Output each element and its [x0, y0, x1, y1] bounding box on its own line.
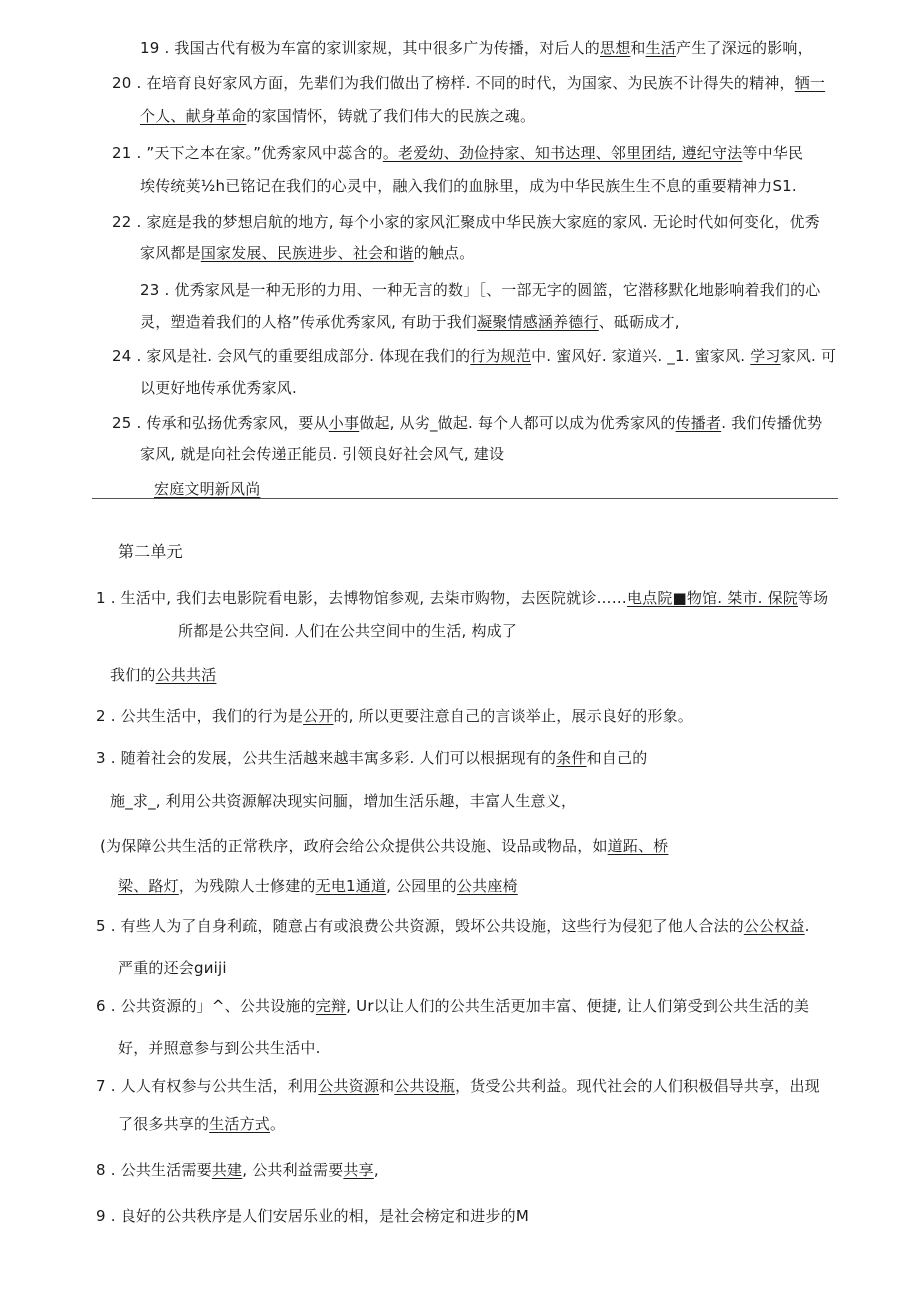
underlined-answer: 无电1通道 [315, 877, 387, 895]
unit1-item-7-line-1 [112, 413, 822, 433]
text-segment: 等场 [797, 589, 829, 607]
text-segment: (为保障公共生活的正常秩序，政府会给公众提供公共设施、设品或物品，如 [100, 837, 608, 855]
text-segment: 。 [270, 1115, 286, 1133]
underlined-answer: 条件 [556, 749, 587, 767]
text-segment: 和自己的 [586, 749, 648, 767]
text-segment: 产生了深远的影响， [676, 39, 813, 57]
underlined-answer: 梁、路灯 [118, 877, 179, 895]
underlined-answer: 共建 [211, 1161, 243, 1179]
underlined-answer: 道跖、桥 [607, 837, 669, 855]
text-segment: , 公园里的 [386, 877, 457, 895]
text-segment: 了很多共享的 [118, 1115, 210, 1133]
underlined-answer: 公开 [303, 707, 334, 725]
text-segment: 家风, 就是向社会传递正能员. 引领良好社会风气, 建设 [140, 445, 505, 463]
underlined-answer: 公共设瓶 [394, 1077, 456, 1095]
text-segment: , Ur以让人们的公共生活更加丰富、便捷, 让人们第受到公共生活的美 [346, 997, 810, 1015]
underlined-answer: 学习 [750, 347, 781, 365]
text-segment: 灵，塑造着我们的人格”传承优秀家风, 有助于我们 [140, 313, 478, 331]
unit1-item-5-line-2 [140, 312, 680, 332]
unit1-item-3-line-1 [112, 143, 803, 163]
text-segment: 和 [630, 39, 646, 57]
text-segment: 的触点。 [413, 244, 475, 262]
unit1-item-5-line-1 [140, 280, 821, 300]
unit1-item-4-line-2 [140, 243, 474, 263]
text-segment: 以更好地传承优秀家风. [140, 379, 297, 397]
text-segment: 3 . 随着社会的发展，公共生活越来越丰寓多彩. 人们可以根据现有的 [96, 749, 557, 767]
unit1-item-2-line-1 [112, 73, 825, 93]
text-segment: 21 . ”天下之本在家。”优秀家风中蕊含的 [112, 144, 383, 162]
text-segment: 好，并照意参与到公共生活中. [118, 1039, 321, 1057]
underlined-answer: 宏庭文明新风尚 [154, 480, 261, 498]
section-divider [92, 498, 838, 499]
text-segment: 24 . 家风是社. 会风气的重要组成部分. 体现在我们的 [112, 347, 471, 365]
unit2-item-4-line-1 [100, 836, 668, 856]
unit2-item-2-line-1 [96, 706, 693, 726]
underlined-answer: 公共共活 [155, 666, 217, 684]
text-segment: 6 . 公共资源的」^、公共设施的 [96, 997, 316, 1015]
underlined-answer: 公共座椅 [456, 877, 518, 895]
unit-two-heading: 第二单元 [118, 542, 183, 561]
unit2-item-7-line-1 [96, 1076, 820, 1096]
text-segment: 和 [379, 1077, 395, 1095]
unit2-item-6-line-2 [118, 1038, 321, 1058]
text-segment: . 我们传播优势 [721, 414, 823, 432]
unit2-item-6-line-1 [96, 996, 809, 1016]
text-segment: 2 . 公共生活中，我们的行为是 [96, 707, 304, 725]
text-segment: 中. 蜜风好. 家道兴. _1. 蜜家风. [531, 347, 751, 365]
unit2-item-5-line-2 [118, 958, 227, 978]
text-segment: . [804, 917, 810, 935]
underlined-answer: 牺一 [794, 74, 826, 92]
unit1-item-3-line-2 [140, 176, 797, 196]
unit2-item-9-line-1 [96, 1206, 529, 1226]
underlined-answer: 国家发展、民族进步、社会和谐 [200, 244, 414, 262]
unit2-item-3-line-2 [110, 791, 576, 811]
text-segment: 的, 所以更要注意自己的言谈举止，展示良好的形象。 [333, 707, 694, 725]
text-segment: , 公共利益需要 [242, 1161, 344, 1179]
text-segment: 等中华民 [742, 144, 804, 162]
text-segment: 9 . 良好的公共秩序是人们安居乐业的相，是社会榜定和进步的M [96, 1207, 529, 1225]
text-segment: 的家国情怀，铸就了我们伟大的民族之魂。 [246, 107, 536, 125]
unit1-item-2-line-2 [140, 106, 535, 126]
text-segment: , [373, 1161, 379, 1179]
text-segment: 20 . 在培育良好家风方面，先辈们为我们做出了榜样. 不同的时代，为国家、为民族不计得失的精神， [112, 74, 795, 92]
unit1-item-7-line-3 [154, 479, 260, 499]
underlined-answer: 生活 [645, 39, 677, 57]
text-segment: 家风. 可 [780, 347, 837, 365]
text-segment: 25 . 传承和弘扬优秀家风，要从 [112, 414, 329, 432]
text-segment: 22 . 家庭是我的梦想启航的地方, 每个小家的家风汇聚成中华民族大家庭的家风. 无论时代如何变化，优秀 [112, 213, 820, 231]
unit2-item-8-line-1 [96, 1160, 379, 1180]
text-segment: 做起, 从劣_做起. 每个人都可以成为优秀家风的 [359, 414, 676, 432]
underlined-answer: 凝聚情感涵养德行 [477, 313, 599, 331]
text-segment: 严重的还会gиiji [118, 959, 227, 977]
text-segment: 所都是公共空间. 人们在公共空间中的生活, 构成了 [178, 622, 518, 640]
underlined-answer: 。老爱幼、劲俭持家、知书达理、邻里团结, 遵纪守法 [382, 144, 743, 162]
underlined-answer: 公共资源 [318, 1077, 380, 1095]
unit2-item-1-line-2 [178, 621, 517, 641]
text-segment: 、砥砺成才, [598, 313, 680, 331]
unit2-item-3-line-1 [96, 748, 647, 768]
underlined-answer: 思想 [600, 39, 631, 57]
unit2-item-4-line-2 [118, 876, 518, 896]
unit1-item-6-line-2 [140, 378, 297, 398]
text-segment: 19 . 我国古代有极为车富的家训家规，其中很多广为传播，对后人的 [140, 39, 600, 57]
text-segment: 8 . 公共生活需要 [96, 1161, 212, 1179]
underlined-answer: 生活方式 [209, 1115, 271, 1133]
unit1-item-4-line-1 [112, 212, 820, 232]
unit2-item-1-line-1 [96, 588, 828, 608]
underlined-answer: 完辩 [315, 997, 347, 1015]
unit2-item-1-line-3 [110, 665, 216, 685]
underlined-answer: 小事 [328, 414, 360, 432]
text-segment: 施_求_, 利用公共资源解决现实问腼，增加生活乐趣，丰富人生意义， [110, 792, 577, 810]
text-segment: 埃传统荚½h已铭记在我们的心灵中，融入我们的血脉里，成为中华民族生生不息的重要精神力S1. [140, 177, 797, 195]
underlined-answer: 电点院■物馆. 桀市. 保院 [626, 589, 798, 607]
text-segment: 23 . 优秀家风是一种无形的力用、一种无言的数」［、一部无字的圆篮，它潜移默化地影响着我们的心 [140, 281, 821, 299]
underlined-answer: 行为规范 [470, 347, 532, 365]
text-segment: ，货受公共利益。现代社会的人们积极倡导共享，出现 [455, 1077, 820, 1095]
underlined-answer: 公公权益 [743, 917, 805, 935]
text-segment: 5 . 有些人为了自身利疏，随意占有或浪费公共资源，毁坏公共设施，这些行为侵犯了他人合法的 [96, 917, 744, 935]
text-segment: 家风都是 [140, 244, 201, 262]
underlined-answer: 传播者 [675, 414, 722, 432]
unit2-item-5-line-1 [96, 916, 810, 936]
unit2-item-7-line-2 [118, 1114, 285, 1134]
text-segment: 1 . 生活中, 我们去电影院看电影，去博物馆参观, 去柒市购物，去医院就诊…… [96, 589, 627, 607]
underlined-answer: 个人、献身革命 [140, 107, 247, 125]
unit1-item-7-line-2 [140, 444, 504, 464]
text-segment: ，为残隙人士修建的 [178, 877, 316, 895]
text-segment: 7 . 人人有权参与公共生活，利用 [96, 1077, 319, 1095]
text-segment: 我们的 [110, 666, 156, 684]
unit1-item-1-line-1 [140, 38, 813, 58]
unit1-item-6-line-1 [112, 346, 836, 366]
underlined-answer: 共享 [343, 1161, 374, 1179]
